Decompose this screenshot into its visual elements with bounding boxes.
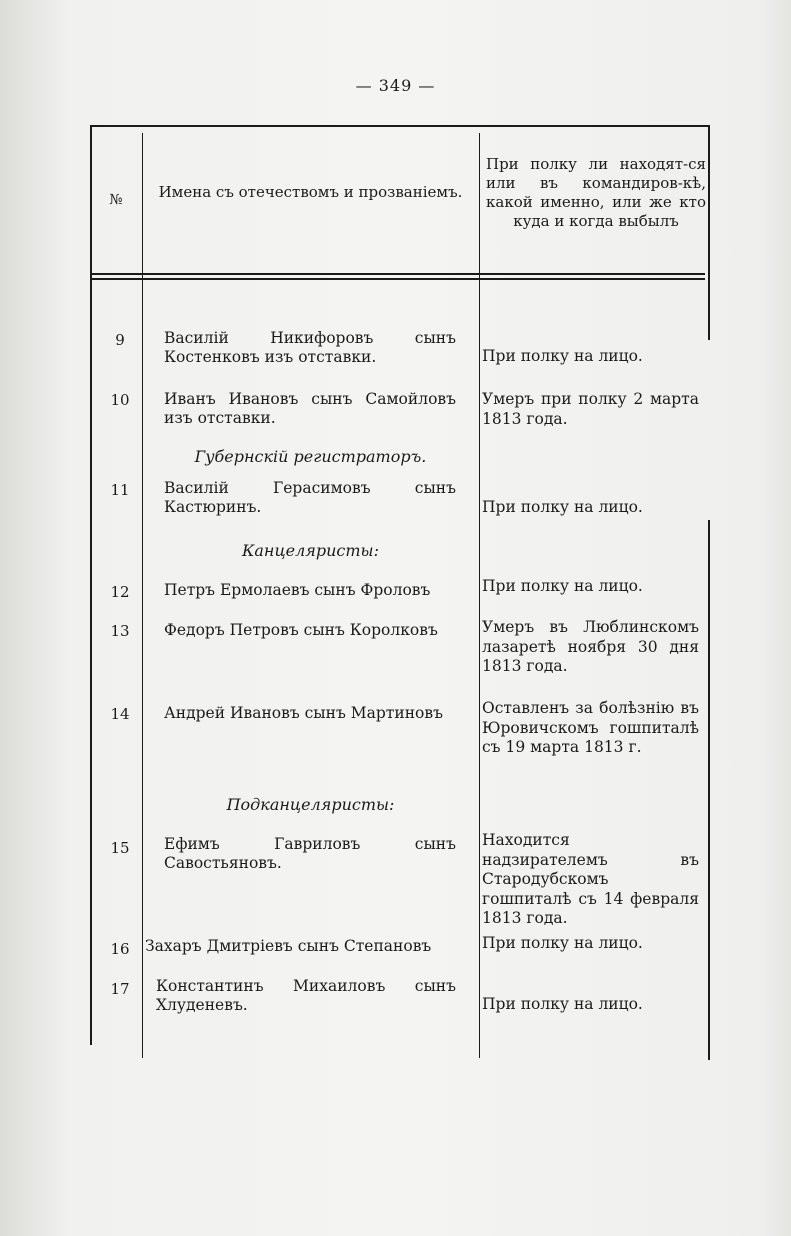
row-status: Находится надзирателемъ въ Стародубскомъ гошпиталѣ съ 14 февраля 1813 года. [482, 831, 699, 927]
row-name: Иванъ Ивановъ сынъ Самойловъ изъ отставки. [164, 390, 456, 427]
header-double-rule-top [90, 273, 705, 275]
row-name: Захаръ Дмитріевъ сынъ Степановъ [145, 937, 432, 955]
header-names: Имена съ отечествомъ и прозванiемъ. [158, 183, 463, 201]
row-number: 17 [110, 980, 130, 998]
header-number: № [109, 192, 123, 208]
register-table [90, 125, 710, 1065]
row-name: Константинъ Михаиловъ сынъ Хлуденевъ. [156, 977, 456, 1014]
table-left-rule [90, 125, 92, 1045]
section-heading: Канцеляристы: [242, 541, 379, 560]
row-status: При полку на лицо. [482, 995, 643, 1013]
row-status: Оставленъ за болѣзнію въ Юровичскомъ гошпиталѣ съ 19 марта 1813 г. [482, 699, 699, 756]
row-number: 9 [115, 331, 125, 349]
row-status: Умеръ при полку 2 марта 1813 года. [482, 390, 699, 428]
row-status: Умеръ въ Люблинскомъ лазаретѣ ноября 30 дня 1813 года. [482, 618, 699, 675]
section-heading: Подканцеляристы: [226, 795, 395, 814]
row-name: Андрей Ивановъ сынъ Мартиновъ [164, 704, 443, 722]
header-double-rule-bottom [90, 278, 705, 280]
row-name: Василій Никифоровъ сынъ Костенковъ изъ отставки. [164, 329, 456, 366]
row-name: Василій Герасимовъ сынъ Кастюринъ. [164, 479, 456, 516]
row-name: Петръ Ермолаевъ сынъ Фроловъ [164, 581, 431, 599]
row-number: 10 [110, 391, 130, 409]
row-number: 14 [110, 705, 130, 723]
section-heading: Губернскій регистраторъ. [194, 447, 427, 466]
row-number: 12 [110, 583, 130, 601]
row-status: При полку на лицо. [482, 934, 643, 952]
row-number: 11 [110, 481, 130, 499]
header-status: При полку ли находят-ся или въ командиров-кѣ, какой именно, или же кто куда и когда выбылъ [486, 155, 706, 230]
row-status: При полку на лицо. [482, 347, 643, 365]
row-name: Ефимъ Гавриловъ сынъ Савостьяновъ. [164, 835, 456, 872]
row-number: 15 [110, 839, 130, 857]
table-right-rule-lower [708, 520, 710, 1060]
row-number: 16 [110, 940, 130, 958]
page-number: — 349 — [355, 76, 436, 95]
column-divider-1 [142, 133, 143, 1058]
row-name: Федоръ Петровъ сынъ Королковъ [164, 621, 438, 639]
row-status: При полку на лицо. [482, 498, 643, 516]
row-number: 13 [110, 622, 130, 640]
column-divider-2 [479, 133, 480, 1058]
table-top-rule [90, 125, 710, 127]
row-status: При полку на лицо. [482, 577, 643, 595]
